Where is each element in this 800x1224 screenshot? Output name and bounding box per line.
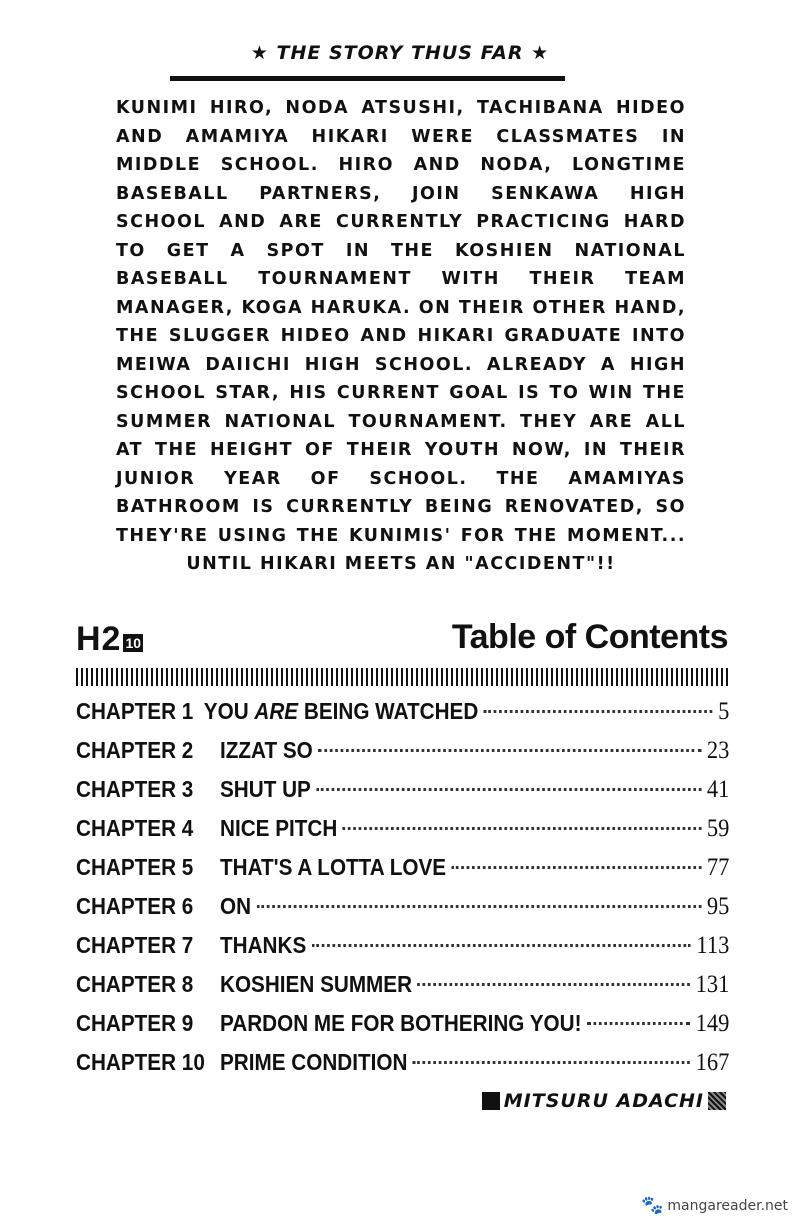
chapter-number: CHAPTER 9 (76, 1010, 194, 1036)
chapter-page: 113 (696, 932, 730, 959)
chapter-title: THAT'S A LOTTA LOVE (220, 854, 447, 880)
chapter-title: NICE PITCH (220, 815, 338, 841)
toc-row (76, 1049, 729, 1088)
chapter-number: CHAPTER 2 (76, 737, 194, 763)
chapter-title: SHUT UP (220, 776, 311, 802)
chapter-number: CHAPTER 5 (76, 854, 194, 880)
leader-dots (587, 1022, 690, 1025)
toc-row (76, 971, 729, 1010)
toc-row (76, 776, 729, 815)
leader-dots (256, 905, 701, 908)
toc-row (76, 932, 729, 971)
toc-row (76, 737, 729, 776)
toc-row (76, 815, 729, 854)
chapter-number: CHAPTER 1 (76, 698, 194, 724)
leader-dots (316, 788, 701, 791)
story-divider (170, 76, 565, 81)
chapter-page: 5 (718, 698, 730, 725)
decorative-tick-bar (76, 668, 728, 686)
chapter-title: THANKS (220, 932, 307, 958)
chapter-title: IZZAT SO (220, 737, 313, 763)
chapter-page: 23 (706, 737, 730, 764)
story-header: ★ THE STORY THUS FAR ★ (250, 42, 550, 64)
watermark-text: mangareader.net (667, 1197, 788, 1214)
leader-dots (312, 944, 691, 947)
leader-dots (343, 827, 702, 830)
series-logo (76, 622, 143, 656)
chapter-number: CHAPTER 10 (76, 1049, 205, 1075)
chapter-page: 41 (706, 776, 730, 803)
chapter-title: YOU ARE BEING WATCHED (203, 698, 479, 724)
story-summary: KUNIMI HIRO, NODA ATSUSHI, TACHIBANA HIDEO AND AMAMIYA HIKARI WERE CLASSMATES IN MIDDLE SCHOOL. HIRO AND NODA, LONGTIME BASEBALL PARTNERS, JOIN SENKAWA HIGH SCHOOL AND ARE CURRENTLY PRACTICING HARD TO GET A SPOT IN THE KOSHIEN NATIONAL BASEBALL TOURNAMENT WITH THEIR TEAM MANAGER, KOGA HARUKA. ON THEIR OTHER HAND, THE SLUGGER HIDEO AND HIKARI GRADUATE INTO MEIWA DAIICHI HIGH SCHOOL. ALREADY A HIGH SCHOOL STAR, HIS CURRENT GOAL IS TO WIN THE SUMMER NATIONAL TOURNAMENT. THEY ARE ALL AT THE HEIGHT OF THEIR YOUTH NOW, IN THEIR JUNIOR YEAR OF SCHOOL. THE AMAMIYAS BATHROOM IS CURRENTLY BEING RENOVATED, SO THEY'RE USING THE KUNIMIS' FOR THE MOMENT... UNTIL HIKARI MEETS AN "ACCIDENT"!! (116, 98, 686, 574)
square-bullet-icon (482, 1092, 500, 1110)
hatched-square-icon (708, 1092, 726, 1110)
mangareader-logo-icon: 🐾 (640, 1195, 664, 1216)
chapter-title: PRIME CONDITION (220, 1049, 408, 1075)
leader-dots (451, 866, 701, 869)
volume-badge: 10 (125, 635, 142, 651)
chapter-number: CHAPTER 3 (76, 776, 194, 802)
leader-dots (413, 1061, 690, 1064)
chapter-page: 167 (695, 1049, 730, 1076)
chapter-page: 131 (695, 971, 730, 998)
chapter-number: CHAPTER 8 (76, 971, 194, 997)
chapter-title: KOSHIEN SUMMER (220, 971, 413, 997)
toc-row (76, 1010, 729, 1049)
chapter-number: CHAPTER 7 (76, 932, 194, 958)
table-of-contents (76, 698, 730, 1088)
toc-title: Table of Contents (451, 618, 728, 656)
chapter-title: PARDON ME FOR BOTHERING YOU! (220, 1010, 582, 1036)
chapter-title: ON (220, 893, 252, 919)
watermark (641, 1195, 788, 1216)
chapter-page: 95 (706, 893, 730, 920)
chapter-page: 77 (706, 854, 730, 881)
author-name: MITSURU ADACHI (503, 1090, 704, 1112)
series-title: H2 (76, 620, 122, 658)
toc-row (76, 854, 729, 893)
chapter-number: CHAPTER 4 (76, 815, 194, 841)
toc-row (76, 893, 729, 932)
toc-row (76, 698, 729, 737)
leader-dots (484, 710, 713, 713)
chapter-number: CHAPTER 6 (76, 893, 194, 919)
leader-dots (318, 749, 701, 752)
chapter-page: 149 (695, 1010, 730, 1037)
author-credit (478, 1090, 730, 1112)
chapter-page: 59 (706, 815, 730, 842)
leader-dots (417, 983, 690, 986)
